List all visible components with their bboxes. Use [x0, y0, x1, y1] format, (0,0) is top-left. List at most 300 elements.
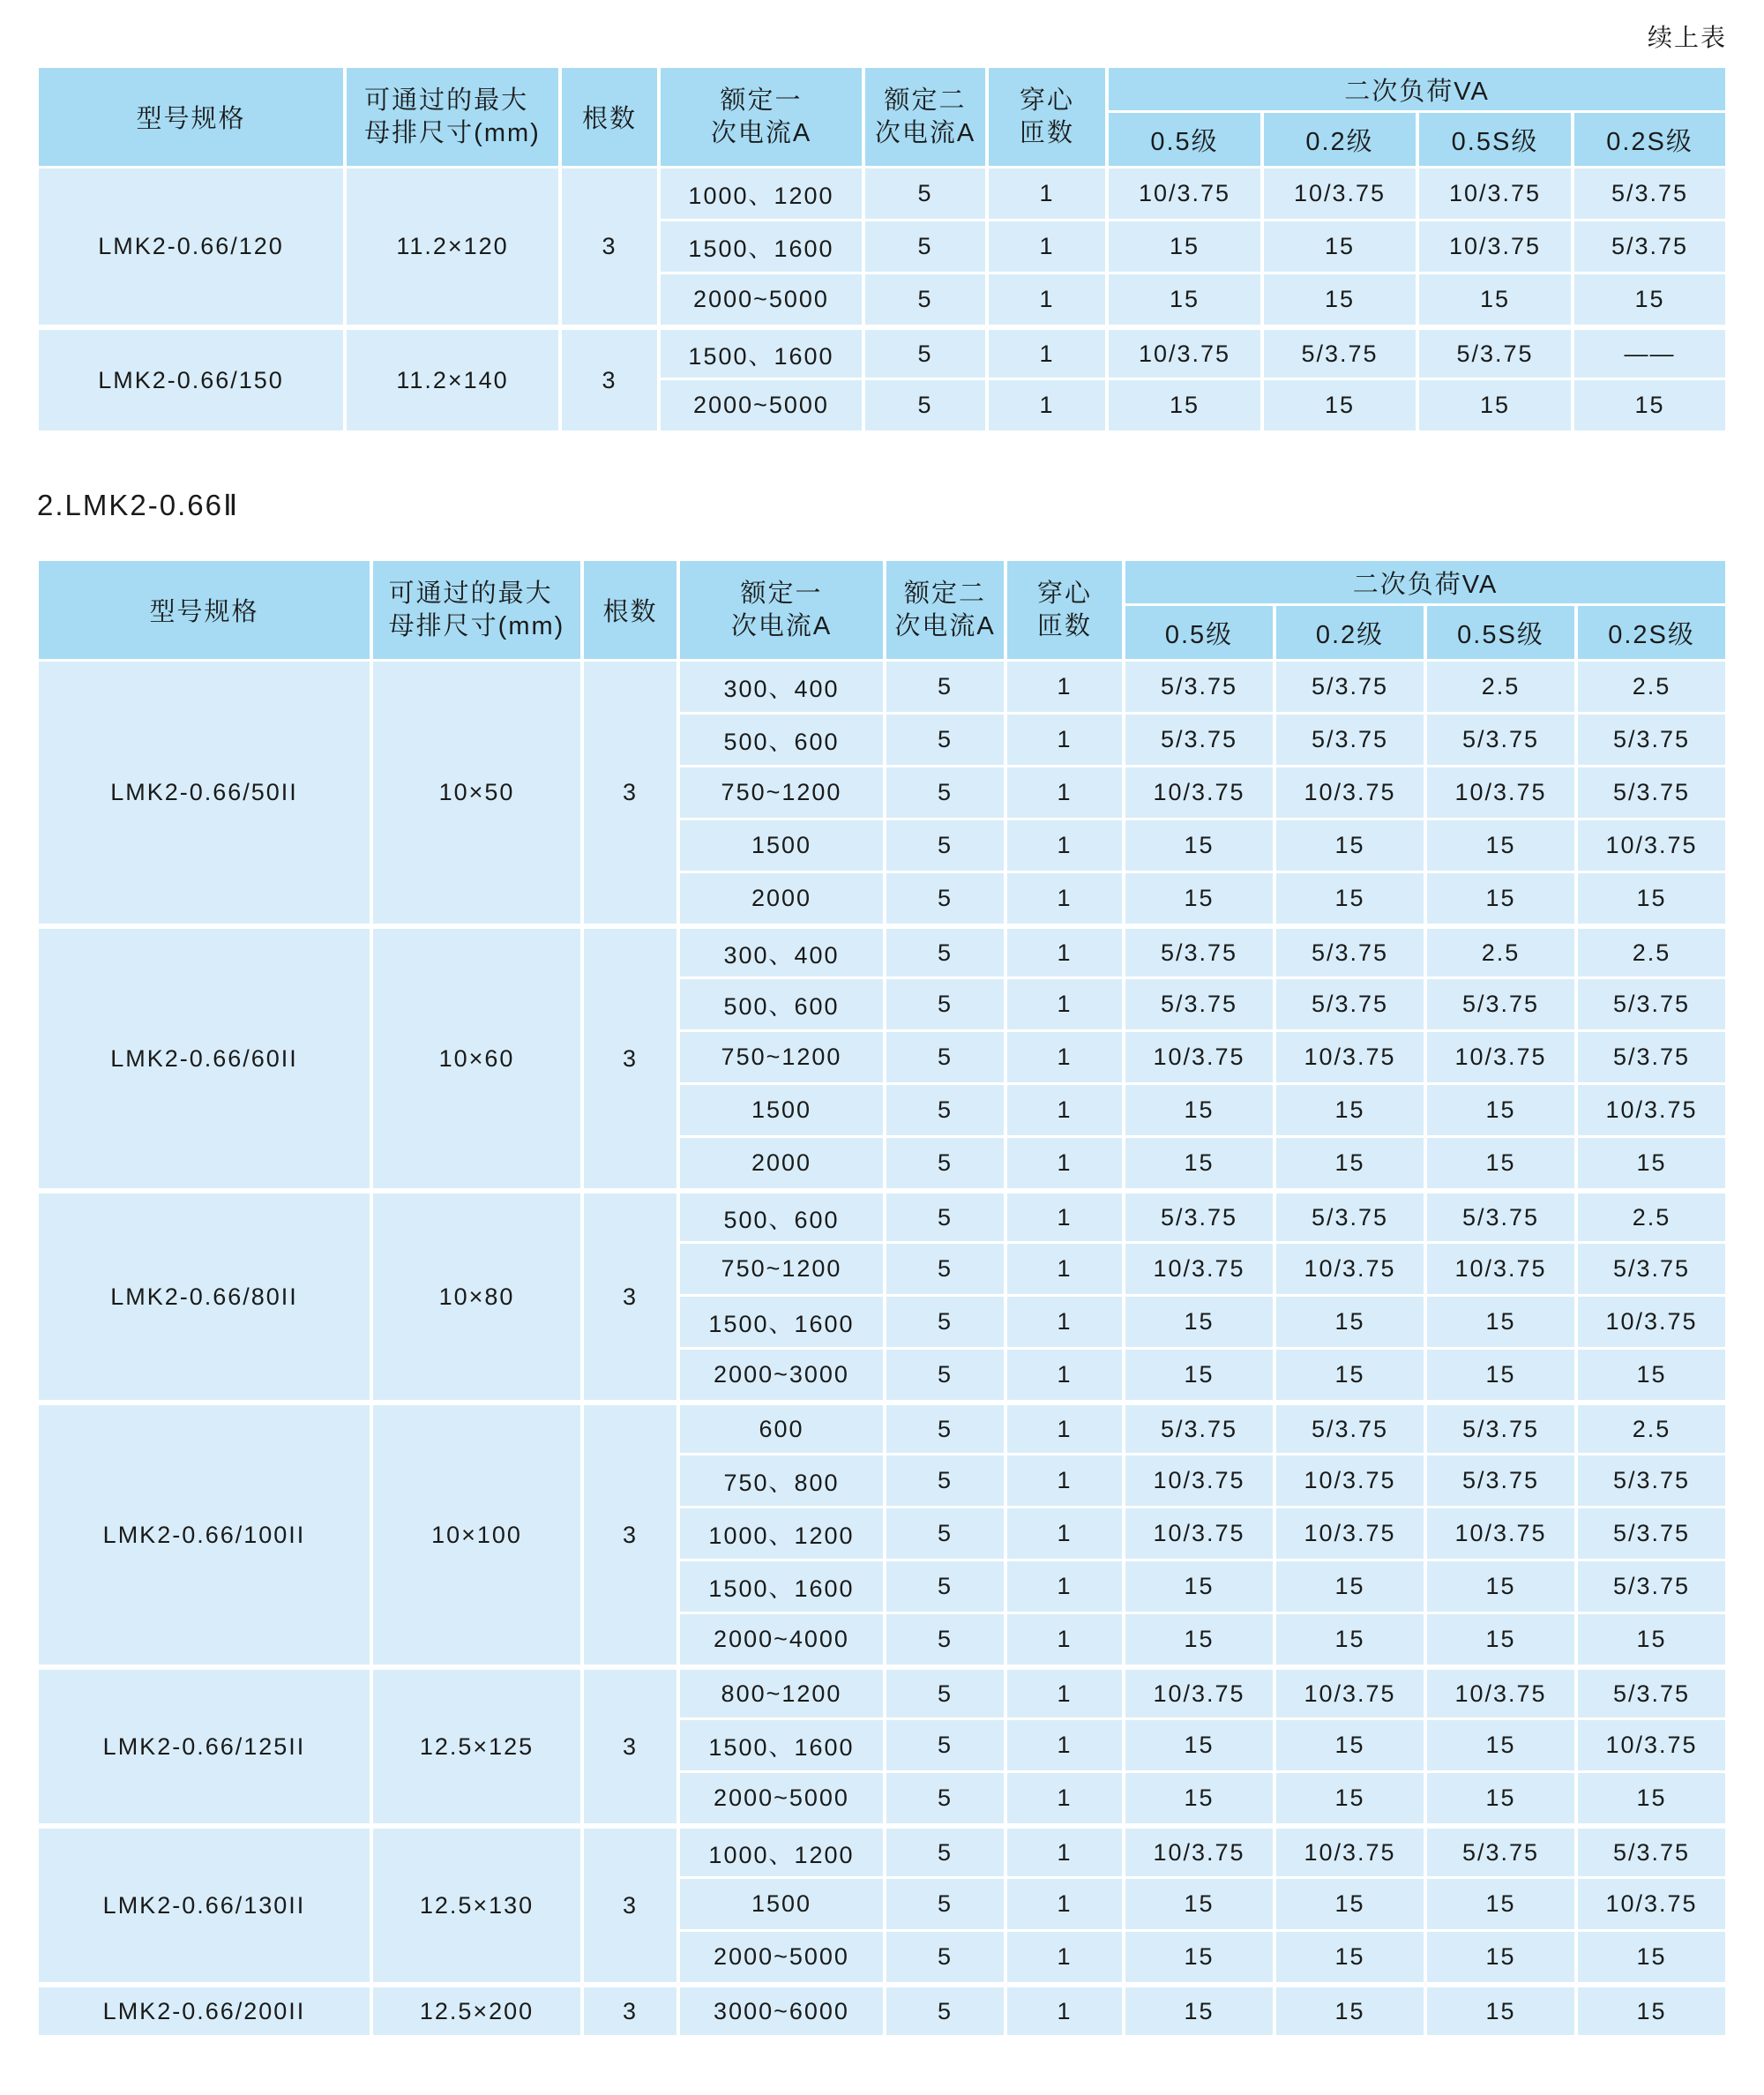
load-va-cell: 5/3.75 — [1578, 1826, 1725, 1876]
secondary-current-cell: 5 — [886, 1455, 1004, 1506]
header-busbar-line: 母排尺寸(mm) — [364, 118, 541, 147]
load-va-cell: 15 — [1427, 1773, 1574, 1823]
load-va-cell: 10/3.75 — [1578, 1085, 1725, 1135]
load-va-cell: 2.5 — [1578, 926, 1725, 976]
turns-cell: 1 — [989, 274, 1105, 325]
load-va-cell: 10/3.75 — [1125, 1244, 1273, 1294]
load-va-cell: 2.5 — [1427, 926, 1574, 976]
load-va-cell: 5/3.75 — [1125, 1191, 1273, 1241]
section-heading: 2.LMK2-0.66Ⅱ — [37, 489, 240, 521]
load-va-cell: 5/3.75 — [1276, 662, 1424, 712]
header-model: 型号规格 — [39, 561, 370, 659]
secondary-current-cell: 5 — [886, 979, 1004, 1029]
primary-current-cell: 2000~3000 — [680, 1350, 883, 1400]
load-va-cell: 15 — [1276, 1085, 1424, 1135]
secondary-current-cell: 5 — [886, 1720, 1004, 1770]
primary-current-cell: 2000~5000 — [661, 274, 862, 325]
primary-current-cell: 1500 — [680, 1085, 883, 1135]
load-va-cell: 10/3.75 — [1276, 1032, 1424, 1082]
primary-current-cell: 1500、1600 — [680, 1297, 883, 1347]
load-va-cell: 15 — [1264, 380, 1416, 430]
load-va-cell: 5/3.75 — [1276, 1403, 1424, 1453]
primary-current-cell: 500、600 — [680, 979, 883, 1029]
busbar-size-cell: 11.2×140 — [347, 327, 558, 430]
secondary-current-cell: 5 — [886, 1667, 1004, 1717]
primary-current-cell: 750、800 — [680, 1455, 883, 1506]
load-va-cell: 5/3.75 — [1578, 1508, 1725, 1559]
primary-current-cell: 750~1200 — [680, 767, 883, 818]
load-va-cell: 15 — [1578, 1138, 1725, 1188]
busbar-size-cell: 12.5×200 — [373, 1985, 580, 2035]
secondary-current-cell: 5 — [886, 820, 1004, 871]
load-va-cell: 10/3.75 — [1125, 767, 1273, 818]
load-va-cell: 5/3.75 — [1276, 1191, 1424, 1241]
load-va-cell: 15 — [1276, 1297, 1424, 1347]
turns-cell: 1 — [1007, 1403, 1122, 1453]
load-va-cell: 5/3.75 — [1578, 1244, 1725, 1294]
header-turns-line: 穿心 — [1036, 579, 1092, 608]
header-busbar-line: 可通过的最大 — [388, 579, 553, 608]
header-load-class: 0.2级 — [1276, 606, 1424, 659]
header-load-group: 二次负荷VA — [1109, 68, 1725, 110]
load-va-cell: 5/3.75 — [1427, 1191, 1574, 1241]
table-1-container — [35, 65, 1729, 433]
load-va-cell: 10/3.75 — [1419, 168, 1571, 219]
load-va-cell: 5/3.75 — [1578, 715, 1725, 765]
load-va-cell: 15 — [1276, 1138, 1424, 1188]
load-va-cell: 5/3.75 — [1427, 979, 1574, 1029]
load-va-cell: 5/3.75 — [1427, 1403, 1574, 1453]
load-va-cell: 15 — [1276, 820, 1424, 871]
load-va-cell: 15 — [1427, 1350, 1574, 1400]
load-va-cell: 10/3.75 — [1578, 1297, 1725, 1347]
load-va-cell: 10/3.75 — [1419, 221, 1571, 272]
load-va-cell: 5/3.75 — [1578, 979, 1725, 1029]
model-cell: LMK2-0.66/125II — [39, 1667, 370, 1823]
load-va-cell: 10/3.75 — [1109, 327, 1260, 378]
turns-cell: 1 — [1007, 662, 1122, 712]
load-va-cell: 15 — [1109, 380, 1260, 430]
load-va-cell: 15 — [1276, 1614, 1424, 1665]
model-cell: LMK2-0.66/100II — [39, 1403, 370, 1665]
load-va-cell: 10/3.75 — [1276, 767, 1424, 818]
secondary-current-cell: 5 — [886, 1932, 1004, 1982]
load-va-cell: 5/3.75 — [1427, 1455, 1574, 1506]
header-load-class: 0.5S级 — [1427, 606, 1574, 659]
turns-cell: 1 — [1007, 1773, 1122, 1823]
header-turns-line: 穿心 — [1019, 86, 1074, 115]
load-va-cell: 15 — [1125, 1614, 1273, 1665]
turns-cell: 1 — [1007, 1826, 1122, 1876]
bar-count-cell: 3 — [562, 327, 657, 430]
model-cell: LMK2-0.66/120 — [39, 168, 343, 325]
primary-current-cell: 1000、1200 — [680, 1826, 883, 1876]
secondary-current-cell: 5 — [886, 1085, 1004, 1135]
load-va-cell: 5/3.75 — [1125, 1403, 1273, 1453]
load-va-cell: 15 — [1578, 873, 1725, 924]
load-va-cell: 15 — [1427, 1932, 1574, 1982]
load-va-cell: 5/3.75 — [1125, 979, 1273, 1029]
table-row — [39, 1403, 1725, 1453]
header-busbar-lines — [389, 578, 565, 643]
load-va-cell: 15 — [1578, 1614, 1725, 1665]
turns-cell: 1 — [989, 221, 1105, 272]
secondary-current-cell: 5 — [886, 1032, 1004, 1082]
load-va-cell: 15 — [1427, 1085, 1574, 1135]
secondary-current-cell: 5 — [865, 221, 985, 272]
header-primary-line: 额定一 — [720, 86, 803, 115]
busbar-size-cell: 12.5×125 — [373, 1667, 580, 1823]
primary-current-cell: 1500、1600 — [680, 1561, 883, 1612]
load-va-cell: 15 — [1125, 1932, 1273, 1982]
load-va-cell: 15 — [1427, 1720, 1574, 1770]
primary-current-cell: 1500 — [680, 820, 883, 871]
header-turns — [1007, 561, 1122, 659]
turns-cell: 1 — [1007, 979, 1122, 1029]
model-cell: LMK2-0.66/130II — [39, 1826, 370, 1982]
secondary-current-cell: 5 — [886, 1773, 1004, 1823]
header-load-class: 0.5S级 — [1419, 113, 1571, 166]
load-va-cell: 15 — [1125, 1720, 1273, 1770]
load-va-cell: 15 — [1125, 1879, 1273, 1929]
turns-cell: 1 — [1007, 1932, 1122, 1982]
load-va-cell: 10/3.75 — [1427, 767, 1574, 818]
secondary-current-cell: 5 — [865, 274, 985, 325]
load-va-cell: 2.5 — [1427, 662, 1574, 712]
busbar-size-cell: 11.2×120 — [347, 168, 558, 325]
model-cell: LMK2-0.66/50II — [39, 662, 370, 924]
load-va-cell: 15 — [1109, 221, 1260, 272]
header-turns-line: 匝数 — [1019, 118, 1074, 147]
header-secondary-line: 次电流A — [874, 118, 976, 147]
load-va-cell: 5/3.75 — [1578, 767, 1725, 818]
header-count: 根数 — [584, 561, 676, 659]
secondary-current-cell: 5 — [886, 1138, 1004, 1188]
load-va-cell: 15 — [1578, 1350, 1725, 1400]
primary-current-cell: 2000~5000 — [680, 1773, 883, 1823]
load-va-cell: 10/3.75 — [1276, 1244, 1424, 1294]
model-cell: LMK2-0.66/80II — [39, 1191, 370, 1400]
header-model: 型号规格 — [39, 68, 343, 166]
load-va-cell: 15 — [1125, 1773, 1273, 1823]
turns-cell: 1 — [1007, 1985, 1122, 2035]
load-va-cell: 5/3.75 — [1574, 168, 1725, 219]
header-load-class: 0.2S级 — [1578, 606, 1725, 659]
load-va-cell: 10/3.75 — [1125, 1455, 1273, 1506]
load-va-cell: 5/3.75 — [1578, 1455, 1725, 1506]
header-busbar-lines — [364, 85, 541, 150]
load-va-cell: 15 — [1578, 1773, 1725, 1823]
header-turns-line: 匝数 — [1036, 611, 1092, 640]
turns-cell: 1 — [1007, 1085, 1122, 1135]
primary-current-cell: 2000 — [680, 1138, 883, 1188]
primary-current-cell: 1500、1600 — [661, 327, 862, 378]
turns-cell: 1 — [1007, 1561, 1122, 1612]
turns-cell: 1 — [1007, 1508, 1122, 1559]
primary-current-cell: 2000~5000 — [680, 1932, 883, 1982]
header-load-class: 0.2S级 — [1574, 113, 1725, 166]
header-busbar — [347, 68, 558, 166]
load-va-cell: 10/3.75 — [1109, 168, 1260, 219]
load-va-cell: 15 — [1276, 1350, 1424, 1400]
continuation-label: 续上表 — [1647, 24, 1727, 51]
secondary-current-cell: 5 — [886, 1614, 1004, 1665]
turns-cell: 1 — [1007, 1614, 1122, 1665]
turns-cell: 1 — [1007, 1191, 1122, 1241]
bar-count-cell: 3 — [584, 1667, 676, 1823]
table-2 — [35, 558, 1729, 2038]
load-va-cell: 15 — [1276, 1932, 1424, 1982]
header-count: 根数 — [562, 68, 657, 166]
load-va-cell: 10/3.75 — [1578, 1720, 1725, 1770]
secondary-current-cell: 5 — [886, 662, 1004, 712]
load-va-cell: 10/3.75 — [1427, 1244, 1574, 1294]
load-va-cell: 10/3.75 — [1276, 1508, 1424, 1559]
header-primary-line: 次电流A — [730, 611, 833, 640]
bar-count-cell: 3 — [584, 926, 676, 1188]
load-va-cell: 15 — [1276, 1985, 1424, 2035]
header-load-class: 0.5级 — [1109, 113, 1260, 166]
load-va-cell: 10/3.75 — [1276, 1667, 1424, 1717]
load-va-cell: 2.5 — [1578, 662, 1725, 712]
turns-cell: 1 — [1007, 1879, 1122, 1929]
table-row — [39, 1985, 1725, 2035]
turns-cell: 1 — [1007, 1720, 1122, 1770]
load-va-cell: 5/3.75 — [1125, 715, 1273, 765]
busbar-size-cell: 10×80 — [373, 1191, 580, 1400]
primary-current-cell: 800~1200 — [680, 1667, 883, 1717]
secondary-current-cell: 5 — [886, 926, 1004, 976]
busbar-size-cell: 10×60 — [373, 926, 580, 1188]
table-row — [39, 1191, 1725, 1241]
table-1 — [35, 65, 1729, 433]
turns-cell: 1 — [989, 380, 1105, 430]
header-primary-lines — [680, 578, 883, 643]
header-secondary-line: 额定二 — [884, 86, 967, 115]
load-va-cell: 15 — [1264, 221, 1416, 272]
turns-cell: 1 — [1007, 820, 1122, 871]
primary-current-cell: 500、600 — [680, 715, 883, 765]
bar-count-cell: 3 — [584, 662, 676, 924]
primary-current-cell: 300、400 — [680, 662, 883, 712]
load-va-cell: 2.5 — [1578, 1403, 1725, 1453]
load-va-cell: 15 — [1125, 1138, 1273, 1188]
table-row — [39, 926, 1725, 976]
header-secondary-lines — [865, 85, 985, 150]
load-va-cell: 5/3.75 — [1276, 979, 1424, 1029]
load-va-cell: 5/3.75 — [1276, 715, 1424, 765]
secondary-current-cell: 5 — [886, 1508, 1004, 1559]
load-va-cell: 10/3.75 — [1125, 1508, 1273, 1559]
bar-count-cell: 3 — [584, 1826, 676, 1982]
primary-current-cell: 500、600 — [680, 1191, 883, 1241]
load-va-cell: 5/3.75 — [1578, 1561, 1725, 1612]
load-va-cell: 15 — [1427, 1879, 1574, 1929]
bar-count-cell: 3 — [584, 1191, 676, 1400]
table-row — [39, 662, 1725, 712]
load-va-cell: —— — [1574, 327, 1725, 378]
load-va-cell: 10/3.75 — [1125, 1032, 1273, 1082]
load-va-cell: 15 — [1276, 1773, 1424, 1823]
turns-cell: 1 — [1007, 926, 1122, 976]
turns-cell: 1 — [1007, 873, 1122, 924]
load-va-cell: 15 — [1427, 1561, 1574, 1612]
primary-current-cell: 1000、1200 — [680, 1508, 883, 1559]
secondary-current-cell: 5 — [865, 380, 985, 430]
header-secondary-lines — [886, 578, 1004, 643]
load-va-cell: 5/3.75 — [1427, 715, 1574, 765]
busbar-size-cell: 10×100 — [373, 1403, 580, 1665]
load-va-cell: 15 — [1109, 274, 1260, 325]
header-busbar — [373, 561, 580, 659]
turns-cell: 1 — [1007, 1455, 1122, 1506]
header-primary — [680, 561, 883, 659]
header-turns-lines — [1037, 578, 1092, 643]
load-va-cell: 15 — [1276, 1879, 1424, 1929]
model-cell: LMK2-0.66/60II — [39, 926, 370, 1188]
turns-cell: 1 — [989, 168, 1105, 219]
header-load-class: 0.5级 — [1125, 606, 1273, 659]
header-primary-lines — [661, 85, 862, 150]
load-va-cell: 15 — [1578, 1985, 1725, 2035]
load-va-cell: 10/3.75 — [1427, 1667, 1574, 1717]
load-va-cell: 15 — [1427, 1985, 1574, 2035]
secondary-current-cell: 5 — [886, 1350, 1004, 1400]
primary-current-cell: 2000~4000 — [680, 1614, 883, 1665]
table-row — [39, 327, 1725, 378]
load-va-cell: 10/3.75 — [1276, 1455, 1424, 1506]
load-va-cell: 15 — [1427, 1138, 1574, 1188]
secondary-current-cell: 5 — [886, 1826, 1004, 1876]
load-va-cell: 10/3.75 — [1125, 1667, 1273, 1717]
load-va-cell: 15 — [1125, 1085, 1273, 1135]
model-cell: LMK2-0.66/150 — [39, 327, 343, 430]
table-2-container — [35, 558, 1729, 2038]
header-secondary — [886, 561, 1004, 659]
header-secondary — [865, 68, 985, 166]
primary-current-cell: 1500 — [680, 1879, 883, 1929]
table-row — [39, 1667, 1725, 1717]
load-va-cell: 15 — [1427, 1614, 1574, 1665]
load-va-cell: 10/3.75 — [1578, 1879, 1725, 1929]
table-row — [39, 168, 1725, 219]
secondary-current-cell: 5 — [886, 1244, 1004, 1294]
secondary-current-cell: 5 — [886, 1985, 1004, 2035]
load-va-cell: 5/3.75 — [1574, 221, 1725, 272]
turns-cell: 1 — [1007, 1032, 1122, 1082]
header-primary — [661, 68, 862, 166]
load-va-cell: 5/3.75 — [1276, 926, 1424, 976]
model-cell: LMK2-0.66/200II — [39, 1985, 370, 2035]
load-va-cell: 15 — [1125, 1985, 1273, 2035]
load-va-cell: 5/3.75 — [1427, 1826, 1574, 1876]
turns-cell: 1 — [1007, 715, 1122, 765]
load-va-cell: 15 — [1427, 820, 1574, 871]
busbar-size-cell: 12.5×130 — [373, 1826, 580, 1982]
load-va-cell: 15 — [1427, 1297, 1574, 1347]
load-va-cell: 15 — [1125, 1561, 1273, 1612]
turns-cell: 1 — [1007, 1667, 1122, 1717]
turns-cell: 1 — [1007, 1350, 1122, 1400]
load-va-cell: 15 — [1574, 380, 1725, 430]
turns-cell: 1 — [1007, 1138, 1122, 1188]
header-secondary-line: 次电流A — [894, 611, 996, 640]
load-va-cell: 2.5 — [1578, 1191, 1725, 1241]
load-va-cell: 5/3.75 — [1578, 1667, 1725, 1717]
primary-current-cell: 2000~5000 — [661, 380, 862, 430]
load-va-cell: 15 — [1125, 820, 1273, 871]
load-va-cell: 10/3.75 — [1125, 1826, 1273, 1876]
bar-count-cell: 3 — [562, 168, 657, 325]
secondary-current-cell: 5 — [886, 767, 1004, 818]
turns-cell: 1 — [1007, 1297, 1122, 1347]
secondary-current-cell: 5 — [886, 1403, 1004, 1453]
primary-current-cell: 600 — [680, 1403, 883, 1453]
bar-count-cell: 3 — [584, 1403, 676, 1665]
load-va-cell: 15 — [1578, 1932, 1725, 1982]
header-turns-lines — [1020, 85, 1074, 150]
load-va-cell: 5/3.75 — [1264, 327, 1416, 378]
turns-cell: 1 — [1007, 767, 1122, 818]
header-primary-line: 额定一 — [740, 579, 823, 608]
header-load-class: 0.2级 — [1264, 113, 1416, 166]
load-va-cell: 15 — [1276, 873, 1424, 924]
primary-current-cell: 750~1200 — [680, 1032, 883, 1082]
header-secondary-line: 额定二 — [903, 579, 986, 608]
load-va-cell: 15 — [1276, 1561, 1424, 1612]
load-va-cell: 10/3.75 — [1264, 168, 1416, 219]
secondary-current-cell: 5 — [886, 715, 1004, 765]
load-va-cell: 15 — [1427, 873, 1574, 924]
load-va-cell: 5/3.75 — [1578, 1032, 1725, 1082]
busbar-size-cell: 10×50 — [373, 662, 580, 924]
load-va-cell: 15 — [1419, 380, 1571, 430]
load-va-cell: 5/3.75 — [1125, 926, 1273, 976]
header-primary-line: 次电流A — [710, 118, 812, 147]
load-va-cell: 15 — [1574, 274, 1725, 325]
load-va-cell: 15 — [1264, 274, 1416, 325]
header-turns — [989, 68, 1105, 166]
load-va-cell: 15 — [1125, 1350, 1273, 1400]
load-va-cell: 5/3.75 — [1125, 662, 1273, 712]
header-load-group: 二次负荷VA — [1125, 561, 1725, 603]
load-va-cell: 5/3.75 — [1419, 327, 1571, 378]
secondary-current-cell: 5 — [886, 1879, 1004, 1929]
bar-count-cell: 3 — [584, 1985, 676, 2035]
turns-cell: 1 — [989, 327, 1105, 378]
primary-current-cell: 3000~6000 — [680, 1985, 883, 2035]
secondary-current-cell: 5 — [886, 1561, 1004, 1612]
primary-current-cell: 1500、1600 — [680, 1720, 883, 1770]
load-va-cell: 10/3.75 — [1276, 1826, 1424, 1876]
primary-current-cell: 2000 — [680, 873, 883, 924]
secondary-current-cell: 5 — [886, 873, 1004, 924]
secondary-current-cell: 5 — [886, 1297, 1004, 1347]
table-row — [39, 1826, 1725, 1876]
load-va-cell: 15 — [1276, 1720, 1424, 1770]
secondary-current-cell: 5 — [886, 1191, 1004, 1241]
load-va-cell: 10/3.75 — [1578, 820, 1725, 871]
load-va-cell: 10/3.75 — [1427, 1032, 1574, 1082]
secondary-current-cell: 5 — [865, 168, 985, 219]
load-va-cell: 15 — [1125, 873, 1273, 924]
primary-current-cell: 750~1200 — [680, 1244, 883, 1294]
primary-current-cell: 1500、1600 — [661, 221, 862, 272]
secondary-current-cell: 5 — [865, 327, 985, 378]
load-va-cell: 15 — [1419, 274, 1571, 325]
primary-current-cell: 300、400 — [680, 926, 883, 976]
primary-current-cell: 1000、1200 — [661, 168, 862, 219]
